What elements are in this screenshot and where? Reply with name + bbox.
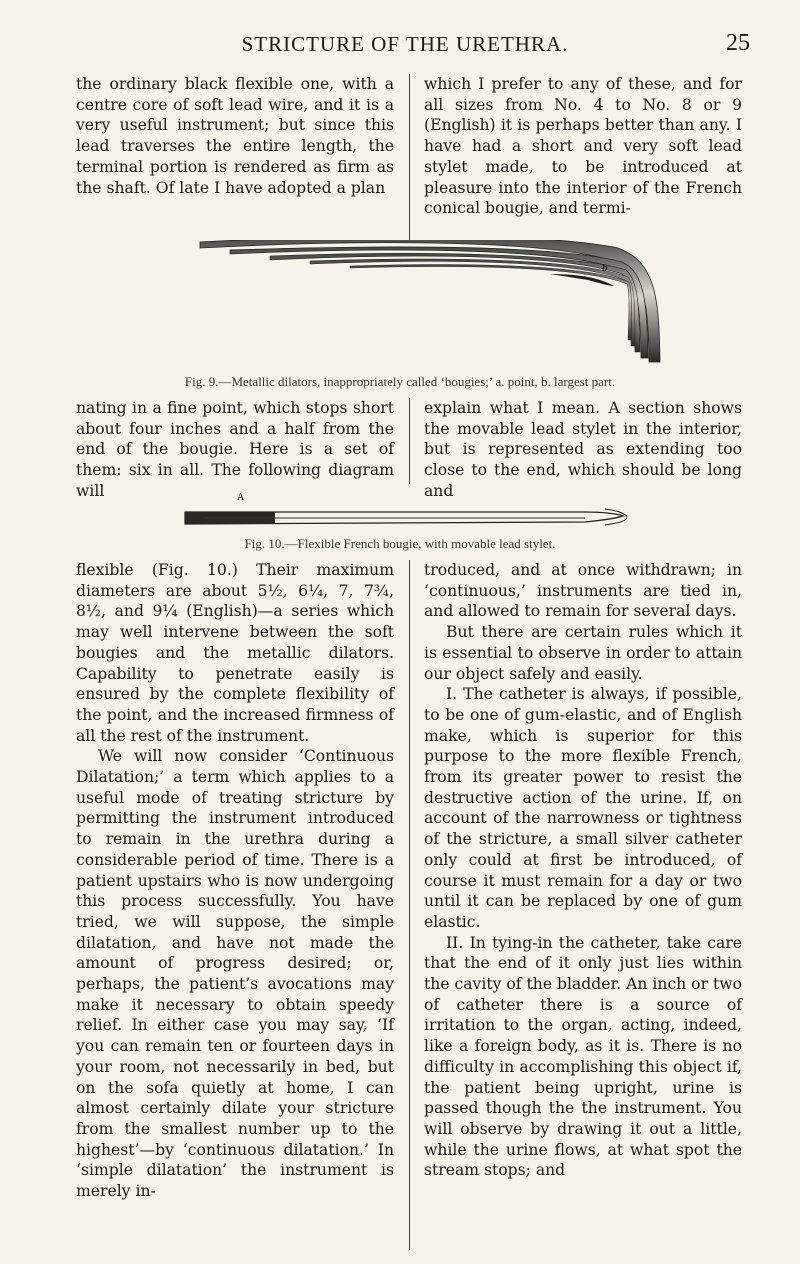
column-divider bbox=[409, 74, 410, 242]
bougie-tip bbox=[605, 509, 627, 525]
block3-left-column bbox=[76, 560, 394, 1202]
block3-right-paragraph-4: II. In tying-in the catheter, take care that the end of it only just lies within the cavity of the bladder. An inch or two of catheter there is a source of irritation to the organ, acting, indeed, like a foreign body, as it is. There is no difficulty in accomplishing this object if, the patient being upright, urine is passed though the the instrument. You will observe by drawing it out a little, while the urine flows, at what spot the stream stops; and bbox=[424, 933, 742, 1180]
figure-9-caption: Fig. 9.—Metallic dilators, inappropriately called ‘bougies;’ a. point, b. largest part. bbox=[184, 374, 616, 389]
block1-left-column bbox=[76, 74, 394, 198]
block2-left-column bbox=[76, 398, 394, 502]
dilator-5 bbox=[350, 265, 632, 340]
block3-left-paragraph-2: We will now consider ‘Continuous Dilatation;’ a term which applies to a useful mode of treating stricture by permitting the instrument introduced to remain in the urethra during a considerable period of time. There is a patient upstairs who is now undergoing this process successfully. You have tried, we will suppose, the simple dilatation, and have not made the amount of progress desired; or, perhaps, the patient’s avocations may make it necessary to obtain speedy relief. In either case you may say, ‘If you can remain ten or fourteen days in your room, not necessarily in bed, but on the sofa quietly at home, I can almost certainly dilate your stricture from the smallest number up to the highest’—by ‘continuous dilatation.’ In ‘simple dilatation’ the instrument is merely in- bbox=[76, 747, 394, 1201]
figure-10-flexible-bougie bbox=[165, 490, 645, 532]
block2-right-paragraph: explain what I mean. A section shows the movable lead stylet in the interior, but is represented as extending too close to the end, which should be long and bbox=[424, 399, 742, 500]
text-block-3 bbox=[76, 560, 742, 1250]
block1-left-paragraph: the ordinary black flexible one, with a centre core of soft lead wire, and it is a very useful instrument; but since this lead traverses the entire length, the terminal portion is rendered as firm as the shaft. Of late I have adopted a plan bbox=[76, 75, 394, 197]
block2-right-column bbox=[424, 398, 742, 502]
dilator-set bbox=[200, 240, 660, 362]
figure-9-label-b: b bbox=[602, 262, 608, 274]
figure-10-label-a: A bbox=[237, 492, 245, 503]
block3-left-paragraph-1: flexible (Fig. 10.) Their maximum diameters are about 5½, 6¼, 7, 7¾, 8½, and 9¼ (English)—a series which may well intervene between the soft bougies and the metallic dilators. Capability to penetrate easily is ensured by the complete flexibility of the point, and the increased firmness of all the rest of the instrument. bbox=[76, 561, 394, 745]
block3-right-paragraph-1: troduced, and at once withdrawn; in ‘continuous,’ instruments are tied in, and allowed to remain for several days. bbox=[424, 561, 742, 621]
block3-right-paragraph-3: I. The catheter is always, if possible, to be one of gum-elastic, and of English make, which is superior for this purpose to the more flexible French, from its greater power to resist the destructive action of the urine. If, on account of the narrowness or tightness of the stricture, a small silver catheter only could at first be introduced, of course it must remain for a day or two until it can be replaced by one of gum elastic. bbox=[424, 685, 742, 931]
block1-right-column bbox=[424, 74, 742, 219]
block3-right-column bbox=[424, 560, 742, 1181]
text-block-1 bbox=[76, 74, 742, 242]
text-block-2 bbox=[76, 398, 742, 500]
page-number: 25 bbox=[726, 30, 750, 56]
running-title: STRICTURE OF THE URETHRA. bbox=[241, 32, 569, 56]
column-divider bbox=[409, 560, 410, 1250]
block2-left-paragraph: nating in a fine point, which stops short about four inches and a half from the end of the bougie. Here is a set of them: six in all. The following diagram will bbox=[76, 399, 394, 500]
block3-right-paragraph-2: But there are certain rules which it is essential to observe in order to attain our object safely and easily. bbox=[424, 623, 742, 683]
block1-right-paragraph: which I prefer to any of these, and for all sizes from No. 4 to No. 8 or 9 (English) it is perhaps better than any. I have had a short and very soft lead stylet made, to be introduced at pleasure into the interior of the French conical bougie, and termi- bbox=[424, 75, 742, 218]
column-divider bbox=[409, 398, 410, 484]
figure-10-caption: Fig. 10.—Flexible French bougie, with movable lead stylet. bbox=[244, 536, 556, 551]
figure-9-metallic-dilators bbox=[170, 240, 700, 370]
page-header bbox=[60, 30, 750, 62]
